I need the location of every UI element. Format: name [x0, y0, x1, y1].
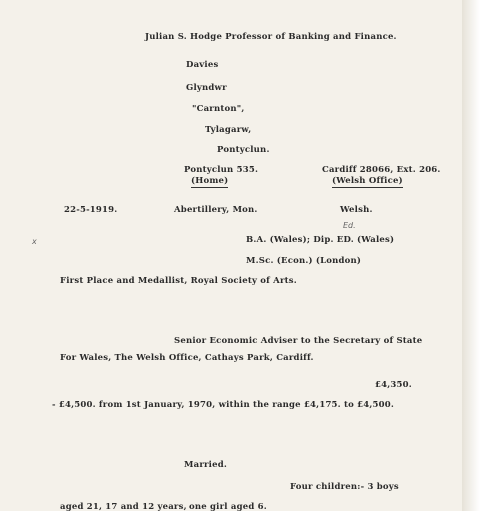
children-line-1: Four children:- 3 boys	[290, 482, 399, 492]
qualification-1: B.A. (Wales); Dip. ED. (Wales)	[246, 235, 395, 245]
qualification-2: M.Sc. (Econ.) (London)	[246, 256, 362, 266]
forename: Glyndwr	[186, 83, 227, 93]
position-line-1: Senior Economic Adviser to the Secretary of State	[174, 336, 423, 346]
handwritten-annotation: Ed.	[343, 221, 356, 230]
home-phone: Pontyclun 535.	[184, 165, 259, 175]
page-edge	[462, 0, 480, 511]
post-title: Julian S. Hodge Professor of Banking and Finance.	[145, 32, 397, 42]
address-house: "Carnton",	[192, 104, 245, 114]
salary-amount: £4,350.	[375, 380, 412, 390]
address-town: Pontyclun.	[217, 145, 270, 155]
margin-mark: x	[32, 237, 37, 246]
salary-detail: - £4,500. from 1st January, 1970, within the range £4,175. to £4,500.	[52, 400, 395, 410]
birth-place: Abertillery, Mon.	[174, 205, 258, 215]
marital-status: Married.	[184, 460, 228, 470]
office-phone-label: (Welsh Office)	[332, 176, 403, 186]
office-phone: Cardiff 28066, Ext. 206.	[322, 165, 441, 175]
home-phone-label: (Home)	[191, 176, 229, 186]
honours: First Place and Medallist, Royal Society of Arts.	[60, 276, 297, 286]
children-line-2b: one girl aged 6.	[189, 502, 267, 512]
address-street: Tylagarw,	[205, 125, 252, 135]
surname: Davies	[186, 60, 219, 70]
children-line-2a: aged 21, 17 and 12 years,	[60, 502, 187, 512]
birth-date: 22-5-1919.	[64, 205, 118, 215]
nationality: Welsh.	[340, 205, 373, 215]
position-line-2: For Wales, The Welsh Office, Cathays Park, Cardiff.	[60, 353, 314, 363]
